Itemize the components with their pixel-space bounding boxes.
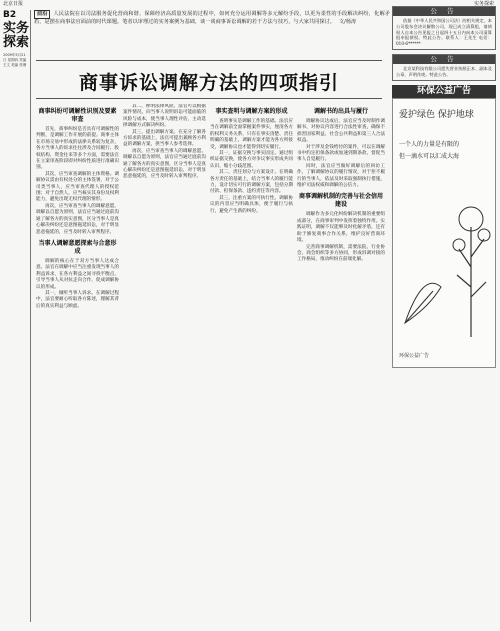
paragraph: 其一，倾听当事人诉求。在调解过程中，法官要耐心听取各方陈述，理解其背后的真实利益与顾虑。 xyxy=(36,290,119,309)
section-rail xyxy=(3,10,29,130)
paragraph: 调解的核心在于双方当事人达成合意。法官在调解中应当注重发现当事人的利益诉求，在各方利益之间寻找平衡点，引导当事人从对抗走向合作，促成调解协议的形成。 xyxy=(36,258,119,290)
article-column-1 xyxy=(36,104,119,622)
notice-box-1 xyxy=(392,6,496,50)
paragraph: 首先，商事纠纷是否具有可调解性的判断，是调解工作开展的前提。商事主体在市场交易中形成的法律关系较为复杂，各方当事人的诉求往往涉及合同履行、股权结构、资金往来等多个方面，需要法官在立案审查阶段即对纠纷性质进行准确识别。 xyxy=(36,127,119,171)
paper-name: 北京日报 xyxy=(3,1,24,7)
article-column-2 xyxy=(123,104,206,622)
paragraph: 其二，责任划分与方案设计。在明确各方责任的基础上，结合当事人的履行能力，设计切实可行的调解方案，包括分期付款、担保条款、违约责任等内容。 xyxy=(210,170,293,195)
lead-author: 文/杨涛 xyxy=(338,19,357,25)
section-title: 实务探索 xyxy=(3,21,30,50)
paragraph: 调解作为多元化纠纷解决机制的重要组成部分，在商事审判中发挥着独特作用。实践证明，调解不仅能够及时化解矛盾，还有助于修复商事合作关系，维护良好营商环境。 xyxy=(297,212,385,244)
article-column-3 xyxy=(210,104,293,622)
column-heading: 商事纠纷可调解性识别及要素审查 xyxy=(38,108,117,123)
ad-illustration xyxy=(392,98,496,368)
column-heading: 调解书的出具与履行 xyxy=(313,108,368,115)
paragraph: 其二，释明法律风险。法官可以根据案件情况，向当事人说明诉讼可能面临的风险与成本，使当事人理性评估，主动选择调解方式解决纠纷。 xyxy=(123,104,206,129)
article-column-4 xyxy=(297,104,385,622)
right-panel xyxy=(392,6,496,626)
lead-paragraph xyxy=(34,10,390,54)
headline: 商事诉讼调解方法的四项指引 xyxy=(78,72,339,94)
paragraph: 完善商事调解机制，需要法院、行业协会、商会组织等多方协同，形成诉调对接的工作格局，推动纠纷在前端化解。 xyxy=(297,244,385,263)
paragraph: 再次，应当审查当事人的调解意愿。调解以自愿为原则，法官应当通过庭前沟通了解各方的真实意图，区分当事人是真心解决纠纷还是意图拖延诉讼，对于明显恶意拖延的，应当及时转入审判程序。 xyxy=(36,203,119,235)
ad-slogan: 爱护绿色 保护地球 xyxy=(399,109,474,120)
issue-meta: 2009年5月21日 星期四 责编 王文 美编 张珊 xyxy=(3,53,27,67)
ad-footer: 环保公益广告 xyxy=(399,352,430,359)
notice-title: 公 告 xyxy=(393,55,495,64)
notice-text: 北京某科技有限公司遗失营业执照正本、副本及公章，声明作废。特此公告。 xyxy=(396,65,492,77)
paragraph: 调解协议达成后，法官应当及时制作调解书，对协议内容进行合法性审查，确保不损害国家利益、社会公共利益和第三人合法权益。 xyxy=(297,119,385,144)
rail-divider xyxy=(30,10,31,622)
lead-text: 人民法院在以司法服务促化营商和谐、保障经济高质量发展的过程中，如何充分运用调解等多元解纷手段，以更为柔性的手段解决纠纷，化解矛盾，是摆在商事法官面前的时代课题。笔者以审理过的实务案例为基础，谈一谈商事诉讼调解的若干方法与技巧，与大家共同探讨。 xyxy=(34,11,390,25)
lead-tag: 前沿 xyxy=(34,10,50,19)
paragraph: 其一，证据交换与事实固定。通过组织证据交换，使各方对争议事实形成共同认识，缩小分歧范围。 xyxy=(210,151,293,169)
paragraph: 再次，应当审查当事人的调解意愿。调解以自愿为原则，法官应当通过庭前沟通了解各方的真实意图，区分当事人是真心解决纠纷还是意图拖延诉讼，对于明显恶意拖延的，应当及时转入审判程序。 xyxy=(123,148,206,180)
ad-title: 环保公益广告 xyxy=(392,85,496,98)
sidebar-heading: 商事调解机制的完善与社会信用建设 xyxy=(298,193,383,209)
notice-title: 公 告 xyxy=(393,7,495,16)
tree-icon xyxy=(451,187,491,337)
notice-box-2 xyxy=(392,54,496,81)
paragraph: 对于涉及金钱给付的案件，可以在调解书中约定担保条款或加速到期条款，督促当事人自觉履行。 xyxy=(297,144,385,163)
page-number: B2 xyxy=(3,10,17,20)
notice-text: 依据《中华人民共和国公司法》的相关规定，本公司股东会决议解散公司，现已成立清算组，请债权人自本公告见报之日起四十五日内向本公司清算组申报债权。特此公告。联系人：王先生 电话：010-6****** xyxy=(396,18,492,47)
paragraph: 查明事实是调解工作的基础。法官应当在调解前全面掌握案件事实，厘清各方的权利义务关系，只有在事实清楚、责任明确的基础上，调解方案才能为各方所接受，调解协议也才能得到切实履行。 xyxy=(210,119,293,150)
ad-line: 但一滴水可以汇成大海 xyxy=(399,152,460,160)
paragraph: 其三，提出调解方案。在充分了解各方诉求的基础上，法官可提出兼顾各方利益的调解方案，供当事人参考选择。 xyxy=(123,129,206,148)
divider-top xyxy=(36,60,382,61)
page-label: 实务探索 xyxy=(473,1,494,7)
column-heading: 当事人调解意愿探索与合意形成 xyxy=(38,239,117,255)
leaf-drawing-icon xyxy=(401,267,445,327)
paragraph: 其三，注重方案的可执行性。调解协议的内容应当明确具体，便于履行与执行，避免产生新的纠纷。 xyxy=(210,195,293,214)
divider-bottom xyxy=(36,98,382,99)
column-heading: 事实查明与调解方案的形成 xyxy=(215,108,288,115)
paragraph: 同时，法官应当做好调解后的回访工作，了解调解协议的履行情况，对于拒不履行的当事人，依法及时采取强制执行措施，维护司法权威和调解的公信力。 xyxy=(297,163,385,189)
paragraph: 其次，应当审查调解的主体资格。调解协议需由有权处分的主体签署，对于公司类当事人，应当审查代理人的授权范围；对于自然人，应当核实其身份及权利能力，避免出现无权代理的情形。 xyxy=(36,171,119,203)
ad-line: 一个人的力量是有限的 xyxy=(399,140,460,148)
